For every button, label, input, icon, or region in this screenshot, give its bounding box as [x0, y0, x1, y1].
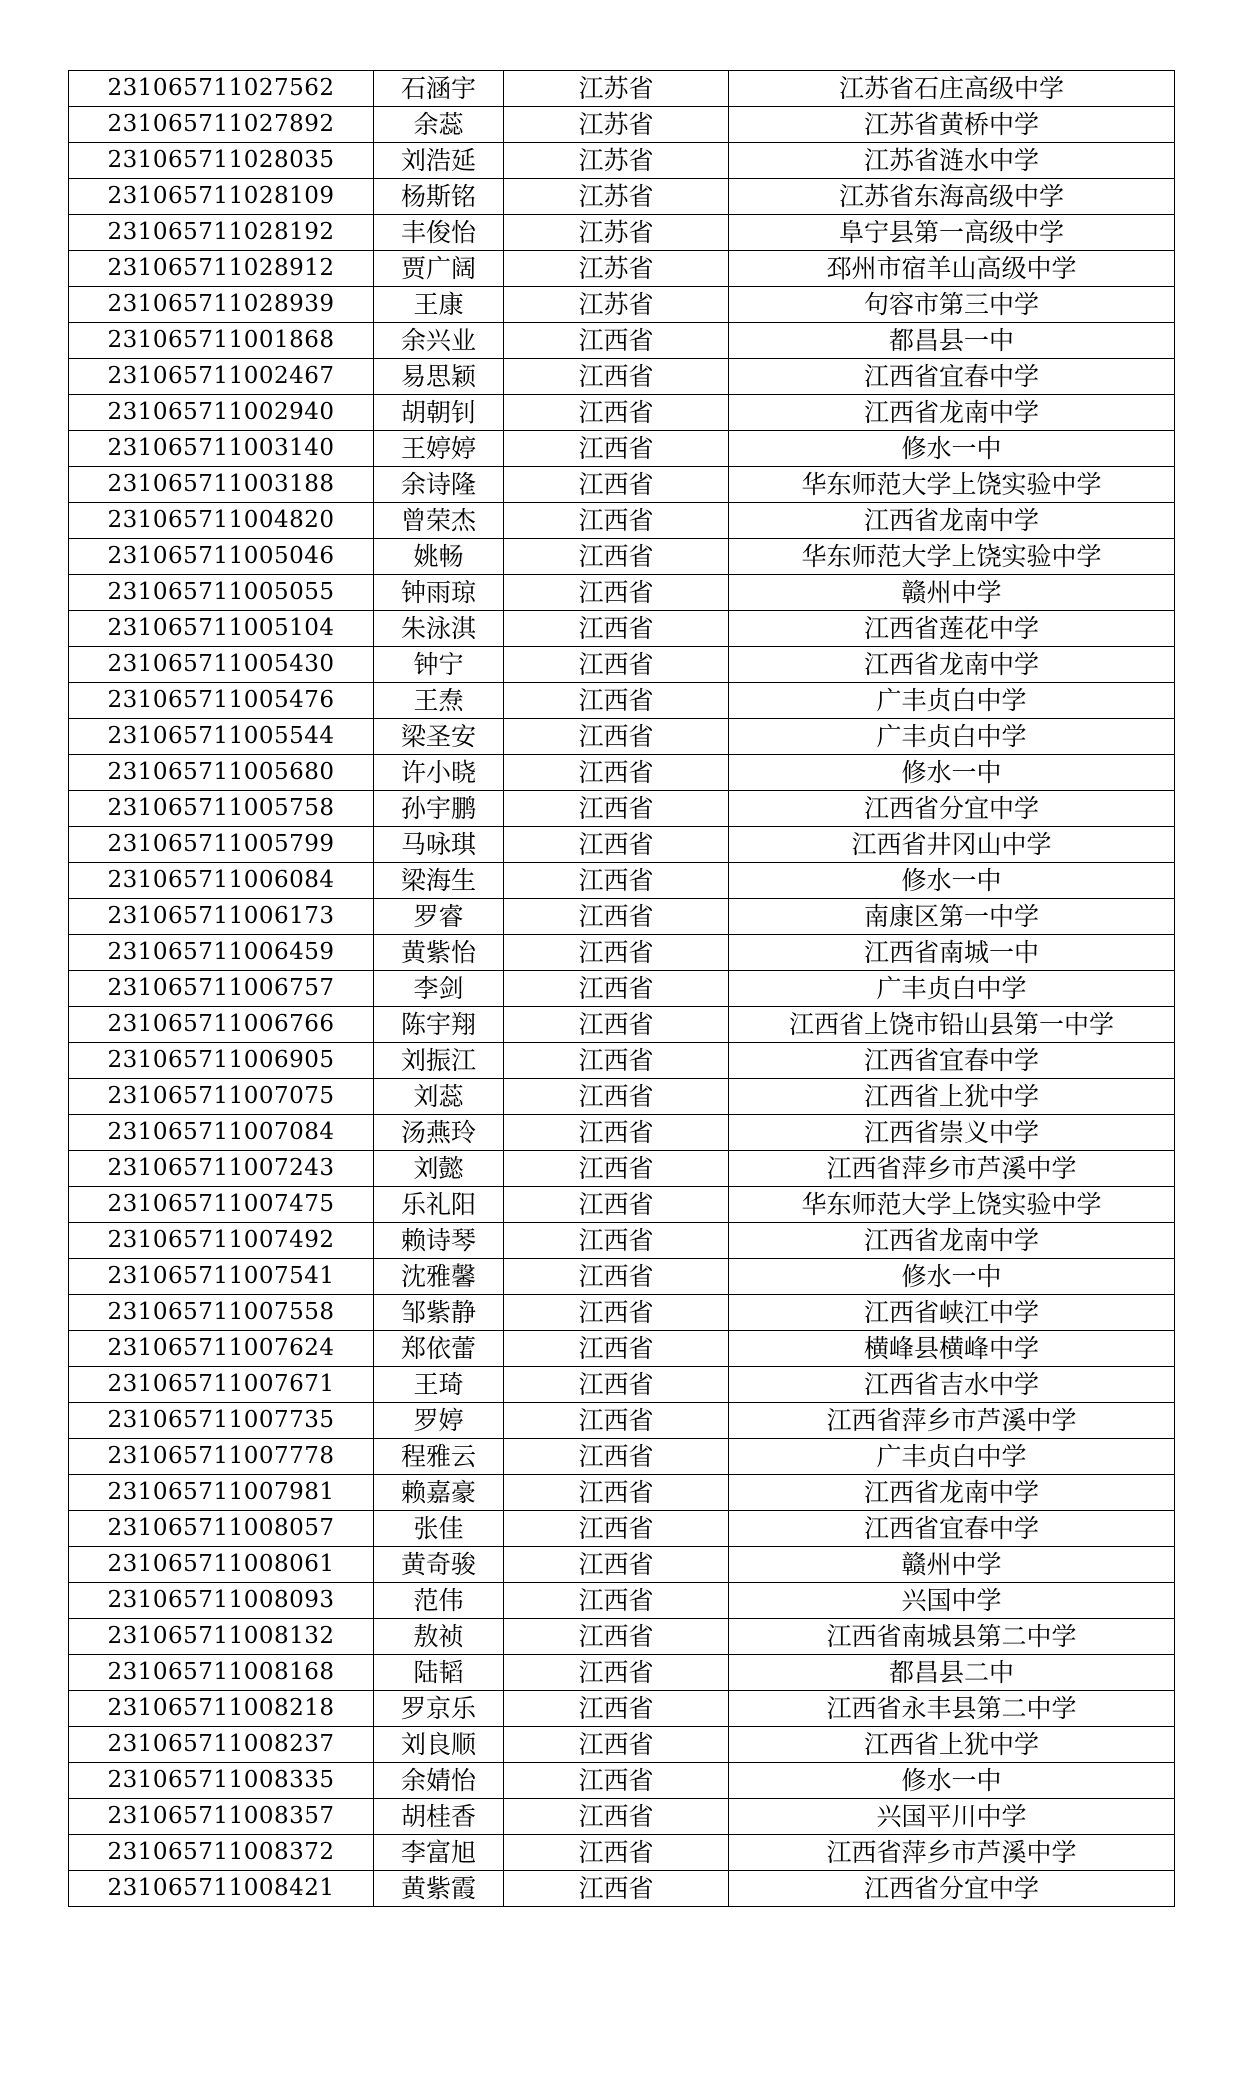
- table-row: [69, 395, 1175, 431]
- table-row: [69, 1871, 1175, 1907]
- school-name-cell: 江西省萍乡市芦溪中学: [729, 1403, 1175, 1439]
- province-cell: 江西省: [504, 1727, 729, 1763]
- student-name-cell: 刘振江: [374, 1043, 504, 1079]
- candidate-id-cell: 231065711008093: [69, 1583, 374, 1619]
- school-name-cell: 广丰贞白中学: [729, 719, 1175, 755]
- student-name-cell: 刘浩延: [374, 143, 504, 179]
- candidate-id-cell: 231065711007671: [69, 1367, 374, 1403]
- province-cell: 江西省: [504, 1295, 729, 1331]
- province-cell: 江西省: [504, 1187, 729, 1223]
- candidate-id-cell: 231065711008218: [69, 1691, 374, 1727]
- table-row: [69, 683, 1175, 719]
- student-name-cell: 余蕊: [374, 107, 504, 143]
- candidate-id-cell: 231065711006766: [69, 1007, 374, 1043]
- student-name-cell: 朱泳淇: [374, 611, 504, 647]
- student-name-cell: 刘良顺: [374, 1727, 504, 1763]
- student-name-cell: 丰俊怡: [374, 215, 504, 251]
- school-name-cell: 江西省上犹中学: [729, 1727, 1175, 1763]
- student-name-cell: 余诗隆: [374, 467, 504, 503]
- province-cell: 江西省: [504, 359, 729, 395]
- table-row: [69, 1835, 1175, 1871]
- candidate-id-cell: 231065711005799: [69, 827, 374, 863]
- school-name-cell: 都昌县一中: [729, 323, 1175, 359]
- table-row: [69, 1619, 1175, 1655]
- school-name-cell: 江苏省涟水中学: [729, 143, 1175, 179]
- student-name-cell: 李富旭: [374, 1835, 504, 1871]
- table-row: [69, 1511, 1175, 1547]
- table-row: [69, 1367, 1175, 1403]
- school-name-cell: 修水一中: [729, 1259, 1175, 1295]
- student-name-cell: 钟雨琼: [374, 575, 504, 611]
- student-name-cell: 曾荣杰: [374, 503, 504, 539]
- student-name-cell: 余婧怡: [374, 1763, 504, 1799]
- candidate-id-cell: 231065711007624: [69, 1331, 374, 1367]
- table-row: [69, 1475, 1175, 1511]
- candidate-id-cell: 231065711005046: [69, 539, 374, 575]
- school-name-cell: 南康区第一中学: [729, 899, 1175, 935]
- student-name-cell: 胡朝钊: [374, 395, 504, 431]
- roster-table-body: [69, 71, 1175, 1907]
- province-cell: 江苏省: [504, 251, 729, 287]
- candidate-id-cell: 231065711001868: [69, 323, 374, 359]
- province-cell: 江西省: [504, 1403, 729, 1439]
- school-name-cell: 江西省龙南中学: [729, 1475, 1175, 1511]
- school-name-cell: 赣州中学: [729, 1547, 1175, 1583]
- province-cell: 江西省: [504, 1655, 729, 1691]
- candidate-id-cell: 231065711028912: [69, 251, 374, 287]
- candidate-id-cell: 231065711028939: [69, 287, 374, 323]
- candidate-id-cell: 231065711005104: [69, 611, 374, 647]
- student-name-cell: 王康: [374, 287, 504, 323]
- school-name-cell: 江西省吉水中学: [729, 1367, 1175, 1403]
- student-name-cell: 胡桂香: [374, 1799, 504, 1835]
- table-row: [69, 359, 1175, 395]
- province-cell: 江西省: [504, 1223, 729, 1259]
- student-name-cell: 罗睿: [374, 899, 504, 935]
- student-name-cell: 陈宇翔: [374, 1007, 504, 1043]
- student-name-cell: 郑依蕾: [374, 1331, 504, 1367]
- table-row: [69, 503, 1175, 539]
- student-name-cell: 石涵宇: [374, 71, 504, 107]
- candidate-id-cell: 231065711002467: [69, 359, 374, 395]
- province-cell: 江西省: [504, 1835, 729, 1871]
- province-cell: 江西省: [504, 1547, 729, 1583]
- candidate-id-cell: 231065711005758: [69, 791, 374, 827]
- school-name-cell: 江西省莲花中学: [729, 611, 1175, 647]
- candidate-id-cell: 231065711008335: [69, 1763, 374, 1799]
- student-name-cell: 李剑: [374, 971, 504, 1007]
- table-row: [69, 467, 1175, 503]
- table-row: [69, 107, 1175, 143]
- province-cell: 江西省: [504, 647, 729, 683]
- school-name-cell: 江西省分宜中学: [729, 791, 1175, 827]
- school-name-cell: 横峰县横峰中学: [729, 1331, 1175, 1367]
- candidate-id-cell: 231065711007475: [69, 1187, 374, 1223]
- candidate-id-cell: 231065711005544: [69, 719, 374, 755]
- student-name-cell: 易思颖: [374, 359, 504, 395]
- school-name-cell: 江西省南城一中: [729, 935, 1175, 971]
- candidate-id-cell: 231065711008421: [69, 1871, 374, 1907]
- school-name-cell: 江西省龙南中学: [729, 647, 1175, 683]
- candidate-id-cell: 231065711007778: [69, 1439, 374, 1475]
- school-name-cell: 都昌县二中: [729, 1655, 1175, 1691]
- student-name-cell: 黄紫霞: [374, 1871, 504, 1907]
- province-cell: 江苏省: [504, 179, 729, 215]
- student-name-cell: 王婷婷: [374, 431, 504, 467]
- student-name-cell: 罗京乐: [374, 1691, 504, 1727]
- table-row: [69, 1763, 1175, 1799]
- table-row: [69, 179, 1175, 215]
- student-name-cell: 敖祯: [374, 1619, 504, 1655]
- school-name-cell: 邳州市宿羊山高级中学: [729, 251, 1175, 287]
- candidate-id-cell: 231065711027562: [69, 71, 374, 107]
- school-name-cell: 广丰贞白中学: [729, 1439, 1175, 1475]
- candidate-id-cell: 231065711027892: [69, 107, 374, 143]
- table-row: [69, 647, 1175, 683]
- province-cell: 江西省: [504, 755, 729, 791]
- province-cell: 江西省: [504, 1475, 729, 1511]
- school-name-cell: 江西省萍乡市芦溪中学: [729, 1151, 1175, 1187]
- student-name-cell: 罗婷: [374, 1403, 504, 1439]
- province-cell: 江西省: [504, 467, 729, 503]
- table-row: [69, 791, 1175, 827]
- table-row: [69, 575, 1175, 611]
- student-name-cell: 程雅云: [374, 1439, 504, 1475]
- candidate-id-cell: 231065711006084: [69, 863, 374, 899]
- student-name-cell: 赖嘉豪: [374, 1475, 504, 1511]
- table-row: [69, 1259, 1175, 1295]
- candidate-id-cell: 231065711003140: [69, 431, 374, 467]
- table-row: [69, 1727, 1175, 1763]
- school-name-cell: 江西省南城县第二中学: [729, 1619, 1175, 1655]
- candidate-id-cell: 231065711005680: [69, 755, 374, 791]
- school-name-cell: 华东师范大学上饶实验中学: [729, 1187, 1175, 1223]
- table-row: [69, 827, 1175, 863]
- table-row: [69, 971, 1175, 1007]
- school-name-cell: 修水一中: [729, 1763, 1175, 1799]
- province-cell: 江西省: [504, 1619, 729, 1655]
- student-name-cell: 余兴业: [374, 323, 504, 359]
- province-cell: 江西省: [504, 827, 729, 863]
- province-cell: 江西省: [504, 611, 729, 647]
- roster-table: [68, 70, 1175, 1907]
- table-row: [69, 1583, 1175, 1619]
- student-name-cell: 黄奇骏: [374, 1547, 504, 1583]
- candidate-id-cell: 231065711006757: [69, 971, 374, 1007]
- student-name-cell: 张佳: [374, 1511, 504, 1547]
- table-row: [69, 251, 1175, 287]
- table-row: [69, 1655, 1175, 1691]
- candidate-id-cell: 231065711008372: [69, 1835, 374, 1871]
- province-cell: 江西省: [504, 791, 729, 827]
- school-name-cell: 江苏省石庄高级中学: [729, 71, 1175, 107]
- province-cell: 江西省: [504, 971, 729, 1007]
- school-name-cell: 江西省永丰县第二中学: [729, 1691, 1175, 1727]
- table-row: [69, 1007, 1175, 1043]
- student-name-cell: 杨斯铭: [374, 179, 504, 215]
- province-cell: 江西省: [504, 1367, 729, 1403]
- school-name-cell: 句容市第三中学: [729, 287, 1175, 323]
- province-cell: 江苏省: [504, 215, 729, 251]
- candidate-id-cell: 231065711007243: [69, 1151, 374, 1187]
- candidate-id-cell: 231065711005055: [69, 575, 374, 611]
- candidate-id-cell: 231065711005430: [69, 647, 374, 683]
- student-name-cell: 刘蕊: [374, 1079, 504, 1115]
- province-cell: 江西省: [504, 395, 729, 431]
- province-cell: 江西省: [504, 1583, 729, 1619]
- school-name-cell: 修水一中: [729, 755, 1175, 791]
- candidate-id-cell: 231065711004820: [69, 503, 374, 539]
- student-name-cell: 贾广阔: [374, 251, 504, 287]
- table-row: [69, 863, 1175, 899]
- candidate-id-cell: 231065711008357: [69, 1799, 374, 1835]
- school-name-cell: 江西省宜春中学: [729, 1511, 1175, 1547]
- table-row: [69, 215, 1175, 251]
- student-name-cell: 梁海生: [374, 863, 504, 899]
- student-name-cell: 赖诗琴: [374, 1223, 504, 1259]
- table-row: [69, 1547, 1175, 1583]
- school-name-cell: 华东师范大学上饶实验中学: [729, 539, 1175, 575]
- table-row: [69, 1043, 1175, 1079]
- province-cell: 江西省: [504, 503, 729, 539]
- candidate-id-cell: 231065711003188: [69, 467, 374, 503]
- province-cell: 江西省: [504, 683, 729, 719]
- province-cell: 江西省: [504, 1763, 729, 1799]
- candidate-id-cell: 231065711028109: [69, 179, 374, 215]
- table-row: [69, 1115, 1175, 1151]
- province-cell: 江西省: [504, 1799, 729, 1835]
- province-cell: 江苏省: [504, 287, 729, 323]
- student-name-cell: 黄紫怡: [374, 935, 504, 971]
- school-name-cell: 广丰贞白中学: [729, 971, 1175, 1007]
- table-row: [69, 143, 1175, 179]
- table-row: [69, 899, 1175, 935]
- province-cell: 江苏省: [504, 71, 729, 107]
- school-name-cell: 江苏省东海高级中学: [729, 179, 1175, 215]
- table-row: [69, 755, 1175, 791]
- table-row: [69, 719, 1175, 755]
- candidate-id-cell: 231065711028035: [69, 143, 374, 179]
- candidate-id-cell: 231065711008168: [69, 1655, 374, 1691]
- school-name-cell: 江西省萍乡市芦溪中学: [729, 1835, 1175, 1871]
- student-name-cell: 马咏琪: [374, 827, 504, 863]
- table-row: [69, 71, 1175, 107]
- school-name-cell: 兴国平川中学: [729, 1799, 1175, 1835]
- school-name-cell: 江西省宜春中学: [729, 1043, 1175, 1079]
- student-name-cell: 姚畅: [374, 539, 504, 575]
- province-cell: 江西省: [504, 539, 729, 575]
- student-name-cell: 许小晓: [374, 755, 504, 791]
- candidate-id-cell: 231065711007981: [69, 1475, 374, 1511]
- student-name-cell: 汤燕玲: [374, 1115, 504, 1151]
- candidate-id-cell: 231065711007541: [69, 1259, 374, 1295]
- province-cell: 江苏省: [504, 143, 729, 179]
- school-name-cell: 江西省上犹中学: [729, 1079, 1175, 1115]
- province-cell: 江西省: [504, 863, 729, 899]
- student-name-cell: 邹紫静: [374, 1295, 504, 1331]
- province-cell: 江西省: [504, 431, 729, 467]
- student-name-cell: 范伟: [374, 1583, 504, 1619]
- school-name-cell: 江西省峡江中学: [729, 1295, 1175, 1331]
- candidate-id-cell: 231065711008057: [69, 1511, 374, 1547]
- school-name-cell: 江西省龙南中学: [729, 395, 1175, 431]
- table-row: [69, 1439, 1175, 1475]
- table-row: [69, 1295, 1175, 1331]
- student-name-cell: 钟宁: [374, 647, 504, 683]
- province-cell: 江西省: [504, 1043, 729, 1079]
- province-cell: 江西省: [504, 1871, 729, 1907]
- candidate-id-cell: 231065711028192: [69, 215, 374, 251]
- school-name-cell: 阜宁县第一高级中学: [729, 215, 1175, 251]
- school-name-cell: 江西省崇义中学: [729, 1115, 1175, 1151]
- candidate-id-cell: 231065711006459: [69, 935, 374, 971]
- student-name-cell: 刘懿: [374, 1151, 504, 1187]
- school-name-cell: 兴国中学: [729, 1583, 1175, 1619]
- school-name-cell: 江苏省黄桥中学: [729, 107, 1175, 143]
- candidate-id-cell: 231065711005476: [69, 683, 374, 719]
- province-cell: 江西省: [504, 1151, 729, 1187]
- province-cell: 江西省: [504, 1691, 729, 1727]
- candidate-id-cell: 231065711008237: [69, 1727, 374, 1763]
- school-name-cell: 修水一中: [729, 431, 1175, 467]
- candidate-id-cell: 231065711008132: [69, 1619, 374, 1655]
- school-name-cell: 广丰贞白中学: [729, 683, 1175, 719]
- table-row: [69, 287, 1175, 323]
- table-row: [69, 431, 1175, 467]
- student-name-cell: 沈雅馨: [374, 1259, 504, 1295]
- school-name-cell: 江西省龙南中学: [729, 503, 1175, 539]
- school-name-cell: 江西省分宜中学: [729, 1871, 1175, 1907]
- school-name-cell: 华东师范大学上饶实验中学: [729, 467, 1175, 503]
- table-row: [69, 611, 1175, 647]
- school-name-cell: 江西省井冈山中学: [729, 827, 1175, 863]
- table-row: [69, 935, 1175, 971]
- province-cell: 江西省: [504, 1115, 729, 1151]
- candidate-id-cell: 231065711007735: [69, 1403, 374, 1439]
- table-row: [69, 1331, 1175, 1367]
- province-cell: 江西省: [504, 1331, 729, 1367]
- table-row: [69, 323, 1175, 359]
- school-name-cell: 江西省宜春中学: [729, 359, 1175, 395]
- province-cell: 江西省: [504, 935, 729, 971]
- school-name-cell: 江西省上饶市铅山县第一中学: [729, 1007, 1175, 1043]
- school-name-cell: 修水一中: [729, 863, 1175, 899]
- student-name-cell: 孙宇鹏: [374, 791, 504, 827]
- province-cell: 江西省: [504, 719, 729, 755]
- province-cell: 江西省: [504, 1439, 729, 1475]
- table-row: [69, 1187, 1175, 1223]
- table-row: [69, 1223, 1175, 1259]
- province-cell: 江西省: [504, 323, 729, 359]
- province-cell: 江西省: [504, 1007, 729, 1043]
- province-cell: 江西省: [504, 1511, 729, 1547]
- candidate-id-cell: 231065711006173: [69, 899, 374, 935]
- table-row: [69, 1079, 1175, 1115]
- table-row: [69, 1691, 1175, 1727]
- candidate-id-cell: 231065711002940: [69, 395, 374, 431]
- province-cell: 江西省: [504, 899, 729, 935]
- student-name-cell: 王焘: [374, 683, 504, 719]
- province-cell: 江西省: [504, 575, 729, 611]
- province-cell: 江西省: [504, 1079, 729, 1115]
- school-name-cell: 江西省龙南中学: [729, 1223, 1175, 1259]
- province-cell: 江苏省: [504, 107, 729, 143]
- school-name-cell: 赣州中学: [729, 575, 1175, 611]
- candidate-id-cell: 231065711008061: [69, 1547, 374, 1583]
- candidate-id-cell: 231065711007084: [69, 1115, 374, 1151]
- student-name-cell: 乐礼阳: [374, 1187, 504, 1223]
- student-name-cell: 王琦: [374, 1367, 504, 1403]
- student-name-cell: 陆韬: [374, 1655, 504, 1691]
- candidate-id-cell: 231065711007075: [69, 1079, 374, 1115]
- table-row: [69, 1799, 1175, 1835]
- table-row: [69, 1403, 1175, 1439]
- province-cell: 江西省: [504, 1259, 729, 1295]
- candidate-id-cell: 231065711006905: [69, 1043, 374, 1079]
- table-row: [69, 1151, 1175, 1187]
- student-name-cell: 梁圣安: [374, 719, 504, 755]
- table-row: [69, 539, 1175, 575]
- candidate-id-cell: 231065711007492: [69, 1223, 374, 1259]
- candidate-id-cell: 231065711007558: [69, 1295, 374, 1331]
